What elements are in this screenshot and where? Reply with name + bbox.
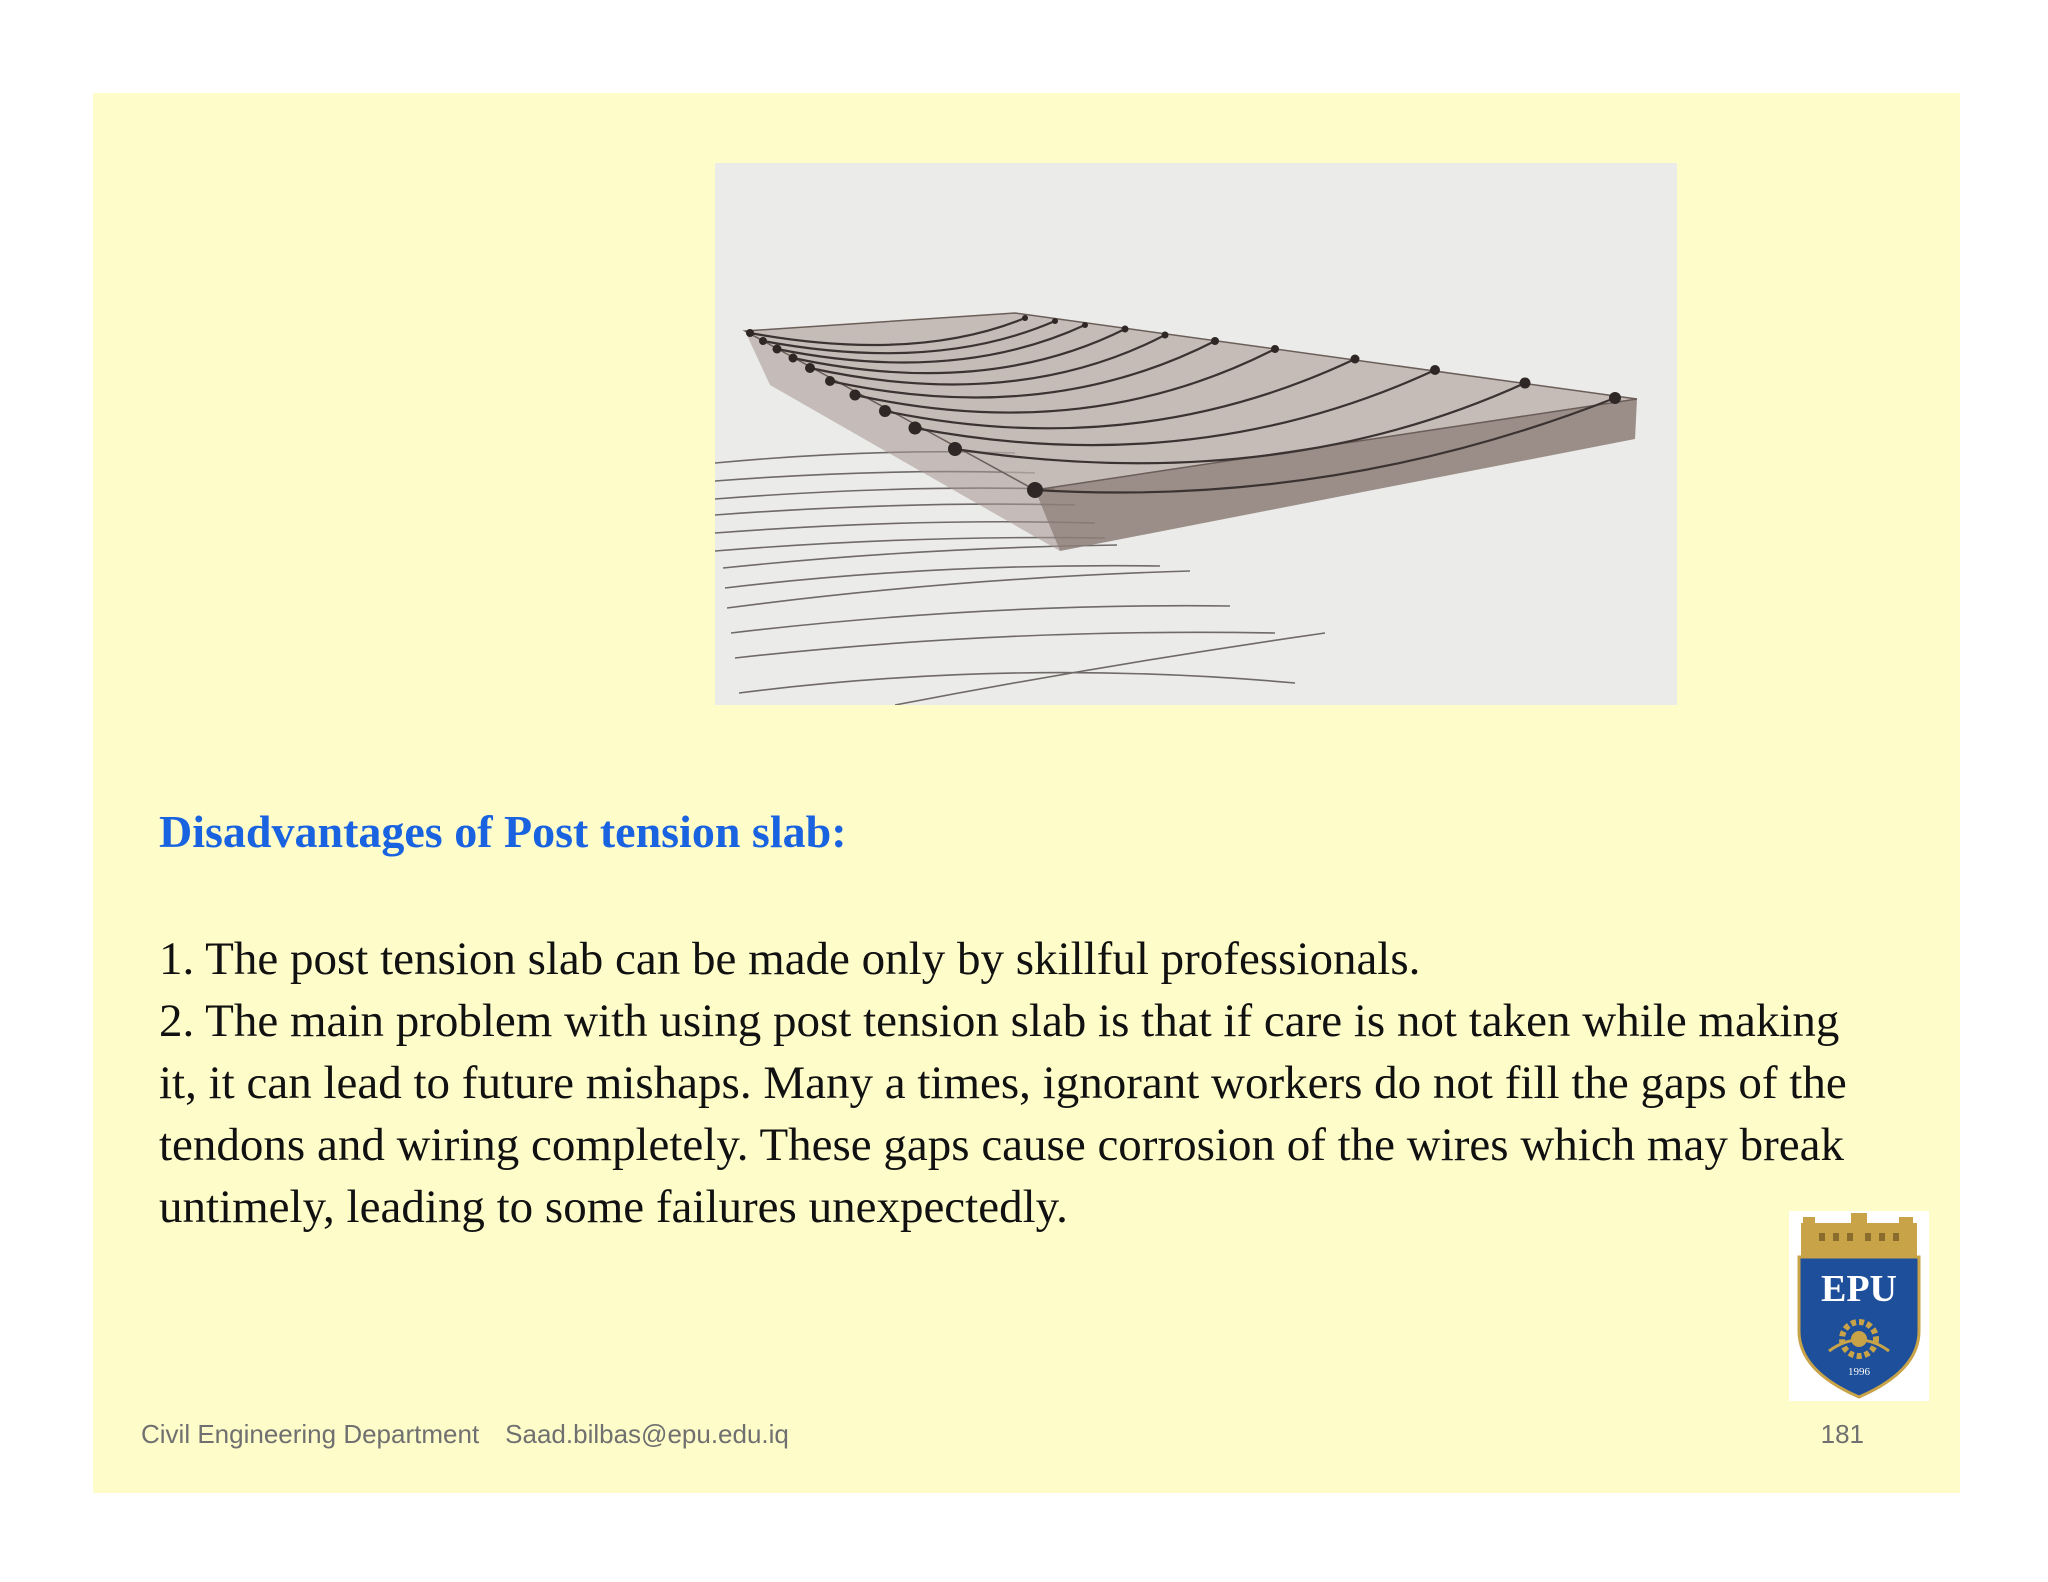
footer-department: Civil Engineering Department <box>141 1419 480 1449</box>
disadvantage-point-2: 2. The main problem with using post tension slab is that if care is not taken while making it, it can lead to future mishaps. Many a times, ignorant workers do not fill the gaps of the tendons and wiring completely. These gaps cause corrosion of the wires which may break untimely, leading to some failures unexpectedly. <box>159 995 1847 1233</box>
footer-email: Saad.bilbas@epu.edu.iq <box>505 1419 789 1449</box>
slide <box>93 93 1960 1493</box>
epu-logo <box>1789 1211 1929 1401</box>
logo-year: 1996 <box>1848 1366 1870 1378</box>
disadvantages-list <box>159 928 1879 1238</box>
footer <box>141 1419 789 1450</box>
disadvantage-point-1: 1. The post tension slab can be made only by skillful professionals. <box>159 933 1421 985</box>
logo-text: EPU <box>1821 1268 1897 1310</box>
slide-heading: Disadvantages of Post tension slab: <box>159 806 847 857</box>
page-number: 181 <box>1820 1419 1864 1449</box>
post-tension-slab-illustration <box>715 163 1677 705</box>
